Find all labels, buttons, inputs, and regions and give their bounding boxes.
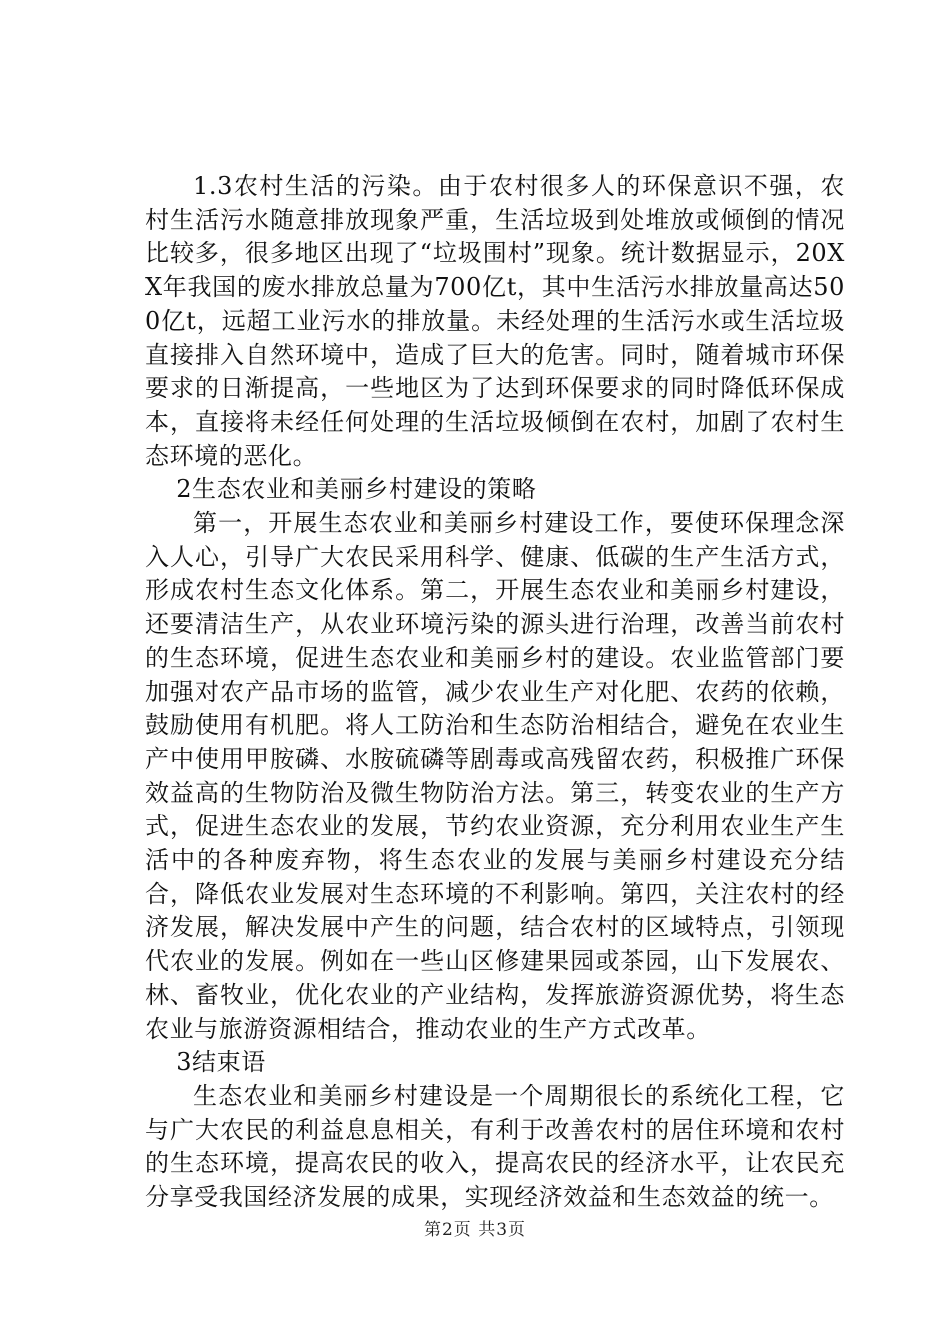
section-heading-conclusion: 3结束语 bbox=[176, 1048, 266, 1077]
page-number-footer: 第2页 共3页 bbox=[423, 1220, 527, 1240]
document-body bbox=[145, 170, 845, 1215]
section-heading-strategies: 2生态农业和美丽乡村建设的策略 bbox=[176, 475, 537, 504]
paragraph-rural-pollution: 1.3农村生活的污染。由于农村很多人的环保意识不强，农村生活污水随意排放现象严重，生活垃圾到处堆放或倾倒的情况比较多，很多地区出现了“垃圾围村”现象。统计数据显示，20XX年我国的废水排放总量为700亿t，其中生活污水排放量高达500亿t，远超工业污水的排放量。未经处理的生活污水或生活垃圾直接排入自然环境中，造成了巨大的危害。同时，随着城市环保要求的日渐提高，一些地区为了达到环保要求的同时降低环保成本，直接将未经任何处理的生活垃圾倾倒在农村，加剧了农村生态环境的恶化。 bbox=[145, 172, 845, 470]
paragraph-conclusion: 生态农业和美丽乡村建设是一个周期很长的系统化工程，它与广大农民的利益息息相关，有利于改善农村的居住环境和农村的生态环境，提高农民的收入，提高农民的经济水平，让农民充分享受我国经济发展的成果，实现经济效益和生态效益的统一。 bbox=[145, 1081, 845, 1212]
paragraph-strategies: 第一，开展生态农业和美丽乡村建设工作，要使环保理念深入人心，引导广大农民采用科学、健康、低碳的生产生活方式，形成农村生态文化体系。第二，开展生态农业和美丽乡村建设，还要清洁生产，从农业环境污染的源头进行治理，改善当前农村的生态环境，促进生态农业和美丽乡村的建设。农业监管部门要加强对农产品市场的监管，减少农业生产对化肥、农药的依赖，鼓励使用有机肥。将人工防治和生态防治相结合，避免在农业生产中使用甲胺磷、水胺硫磷等剧毒或高残留农药，积极推广环保效益高的生物防治及微生物防治方法。第三，转变农业的生产方式，促进生态农业的发展，节约农业资源，充分利用农业生产生活中的各种废弃物，将生态农业的发展与美丽乡村建设充分结合，降低农业发展对生态环境的不利影响。第四，关注农村的经济发展，解决发展中产生的问题，结合农村的区域特点，引领现代农业的发展。例如在一些山区修建果园或茶园，山下发展农、林、畜牧业，优化农业的产业结构，发挥旅游资源优势，将生态农业与旅游资源相结合，推动农业的生产方式改革。 bbox=[145, 509, 845, 1043]
